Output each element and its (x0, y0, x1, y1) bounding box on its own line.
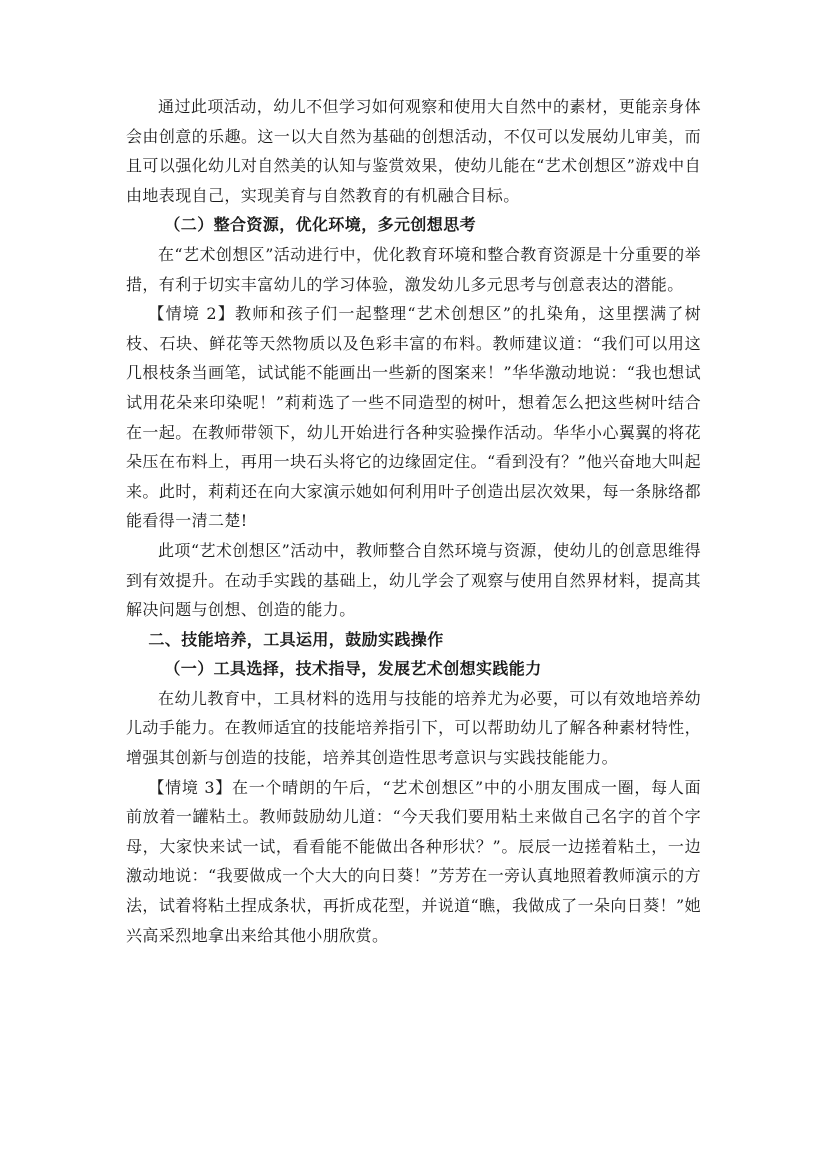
paragraph-scenario-3: 【情境 3】在一个晴朗的午后，“艺术创想区”中的小朋友围成一圈，每人面前放着一罐粘土。教师鼓励幼儿道：“今天我们要用粘土来做自己名字的首个字母，大家快来试一试，看看能不能做出各种形状？”。辰辰一边搓着粘土，一边激动地说：“我要做成一个大大的向日葵！”芳芳在一旁认真地照着教师演示的方法，试着将粘土捏成条状，再折成花型，并说道“瞧，我做成了一朵向日葵！”她兴高采烈地拿出来给其他小朋欣赏。 (126, 777, 701, 945)
heading-skill-training: 二、技能培养，工具运用，鼓励实践操作 (148, 629, 444, 649)
paragraph-scenario-2: 【情境 2】教师和孩子们一起整理“艺术创想区”的扎染角，这里摆满了树枝、石块、鲜花等天然物质以及色彩丰富的布料。教师建议道：“我们可以用这几根枝条当画笔，试试能不能画出一些新的图案来！”华华激动地说：“我也想试试用花朵来印染呢！”莉莉选了一些不同造型的树叶，想着怎么把这些树叶结合在一起。在教师带领下，幼儿开始进行各种实验操作活动。华华小心翼翼的将花朵压在布料上，再用一块石头将它的边缘固定住。“看到没有？”他兴奋地大叫起来。此时，莉莉还在向大家演示她如何利用叶子创造出层次效果，每一条脉络都能看得一清二楚! (126, 304, 701, 531)
document-page (126, 92, 701, 950)
paragraph-scenario-2-summary: 此项“艺术创想区”活动中，教师整合自然环境与资源，使幼儿的创意思维得到有效提升。在动手实践的基础上，幼儿学会了观察与使用自然界材料，提高其解决问题与创想、创造的能力。 (126, 540, 701, 620)
paragraph-optimize-environment: 在“艺术创想区”活动进行中，优化教育环境和整合教育资源是十分重要的举措，有利于切实丰富幼儿的学习体验，激发幼儿多元思考与创意表达的潜能。 (126, 244, 701, 294)
paragraph-tool-materials: 在幼儿教育中，工具材料的选用与技能的培养尤为必要，可以有效地培养幼儿动手能力。在教师适宜的技能培养指引下，可以帮助幼儿了解各种素材特性，增强其创新与创造的技能，培养其创造性思考意识与实践技能能力。 (126, 688, 701, 768)
heading-tool-selection: （一）工具选择，技术指导，发展艺术创想实践能力 (164, 659, 542, 679)
paragraph-nature-activity-summary: 通过此项活动，幼儿不但学习如何观察和使用大自然中的素材，更能亲身体会由创意的乐趣。这一以大自然为基础的创想活动，不仅可以发展幼儿审美，而且可以强化幼儿对自然美的认知与鉴赏效果，使幼儿能在“艺术创想区”游戏中自由地表现自己，实现美育与自然教育的有机融合目标。 (126, 97, 701, 205)
heading-integrate-resources: （二）整合资源，优化环境，多元创想思考 (164, 215, 476, 235)
